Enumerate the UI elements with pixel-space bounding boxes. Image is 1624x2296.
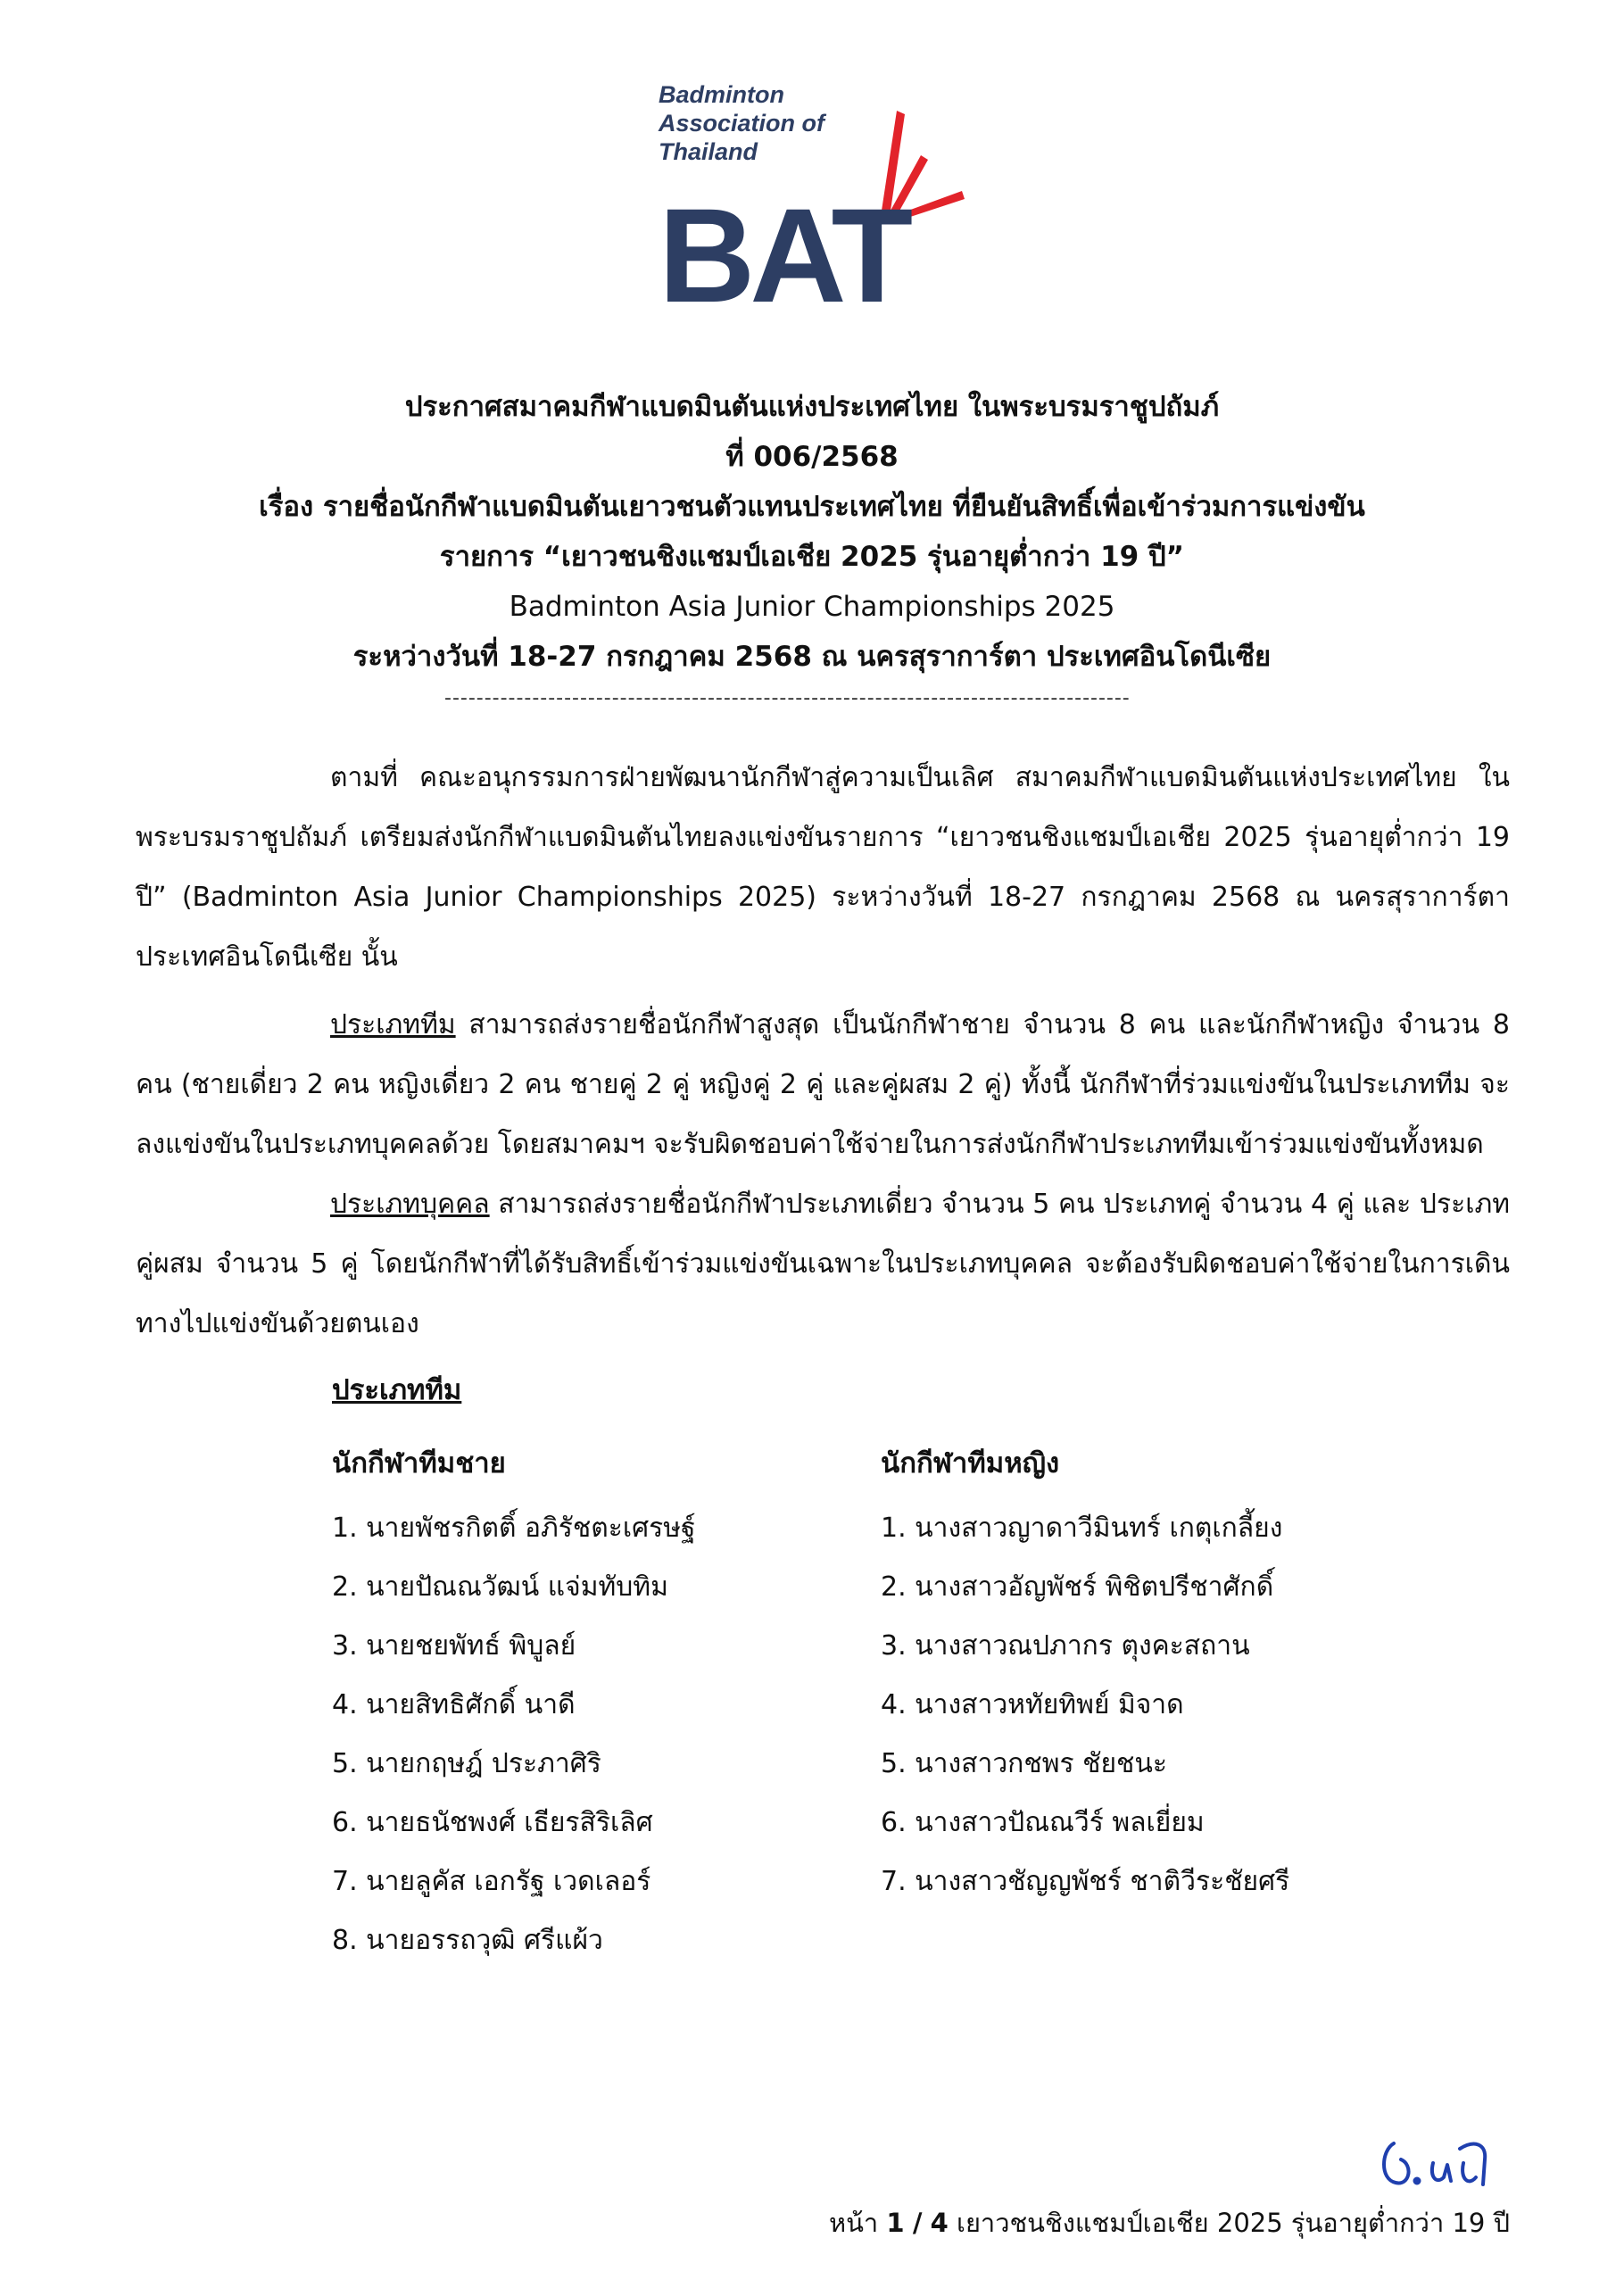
list-item: 2. นางสาวอัญพัชร์ พิชิตปรีชาศักดิ์ (881, 1571, 1274, 1603)
footer-title: เยาวชนชิงแชมป์เอเชีย 2025 รุ่นอายุต่ำกว่า 19 ปี (957, 2208, 1510, 2238)
footer-page-label: หน้า (828, 2208, 879, 2238)
footer-page-total: 4 (930, 2208, 949, 2238)
women-team-column (881, 1438, 1380, 1911)
announcement-heading (143, 382, 1481, 682)
list-item: 6. นายธนัชพงศ์ เธียรสิริเลิศ (332, 1807, 653, 1838)
page-footer (625, 2202, 1510, 2243)
heading-line-3: เรื่อง รายชื่อนักกีฬาแบดมินตันเยาวชนตัวแทนประเทศไทย ที่ยืนยันสิทธิ์เพื่อเข้าร่วมการแข่งขัน (259, 491, 1365, 523)
heading-line-6: ระหว่างวันที่ 18-27 กรกฎาคม 2568 ณ นครสุราการ์ตา ประเทศอินโดนีเซีย (352, 641, 1272, 673)
heading-line-2: ที่ 006/2568 (725, 441, 899, 473)
individual-category-label: ประเภทบุคคล (330, 1189, 490, 1220)
list-item: 7. นายลูคัส เอกรัฐ เวดเลอร์ (332, 1866, 651, 1897)
individual-category-text: สามารถส่งรายชื่อนักกีฬาประเภทเดี่ยว จำนวน 5 คน ประเภทคู่ จำนวน 4 คู่ และ ประเภทคู่ผสม จำนวน 5 คู่ โดยนักกีฬาที่ได้รับสิทธิ์เข้าร่วมแข่งขันเฉพาะในประเภทบุคคล จะต้องรับผิดชอบค่าใช้จ่ายในการเดินทางไปแข่งขันด้วยตนเอง (136, 1189, 1510, 1339)
bat-logo (651, 77, 982, 309)
list-item: 7. นางสาวชัญญพัชร์ ชาติวีระชัยศรี (881, 1866, 1290, 1897)
list-item: 5. นางสาวกชพร ชัยชนะ (881, 1748, 1168, 1779)
men-player-list (332, 1499, 832, 1970)
footer-page-separator: / (912, 2208, 923, 2238)
heading-line-4: รายการ “เยาวชนชิงแชมป์เอเชีย 2025 รุ่นอายุต่ำกว่า 19 ปี” (439, 541, 1185, 573)
logo-mark-text: BAT (659, 180, 908, 309)
women-team-title: นักกีฬาทีมหญิง (881, 1447, 1060, 1480)
logo-line-3: Thailand (659, 138, 758, 165)
dashed-divider: -------------------------------------------------------------------------------------- (444, 687, 1131, 709)
list-item: 4. นายสิทธิศักดิ์ นาดี (332, 1689, 576, 1720)
list-item: 1. นางสาวญาดาวีมินทร์ เกตุเกลี้ยง (881, 1513, 1283, 1544)
list-item: 2. นายปัณณวัฒน์ แจ่มทับทิม (332, 1571, 668, 1603)
paragraph-individual-category (136, 1174, 1510, 1354)
list-item: 6. นางสาวปัณณวีร์ พลเยี่ยม (881, 1807, 1205, 1838)
women-player-list (881, 1499, 1380, 1911)
men-team-column (332, 1438, 832, 1970)
heading-line-5: Badminton Asia Junior Championships 2025 (509, 591, 1115, 623)
men-team-title: นักกีฬาทีมชาย (332, 1447, 506, 1480)
team-category-label: ประเภททีม (330, 1009, 456, 1040)
list-item: 3. นางสาวณปภากร ตุงคะสถาน (881, 1630, 1250, 1662)
team-section-title: ประเภททีม (332, 1374, 462, 1406)
list-item: 3. นายชยพัทธ์ พิบูลย์ (332, 1630, 576, 1662)
logo-line-1: Badminton (659, 81, 784, 108)
team-category-text: สามารถส่งรายชื่อนักกีฬาสูงสุด เป็นนักกีฬาชาย จำนวน 8 คน และนักกีฬาหญิง จำนวน 8 คน (ชายเดี่ยว 2 คน หญิงเดี่ยว 2 คน ชายคู่ 2 คู่ หญิงคู่ 2 คู่ และคู่ผสม 2 คู่) ทั้งนี้ นักกีฬาที่ร่วมแข่งขันในประเภททีม จะลงแข่งขันในประเภทบุคคลด้วย โดยสมาคมฯ จะรับผิดชอบค่าใช้จ่ายในการส่งนักกีฬาประเภททีมเข้าร่วมแข่งขันทั้งหมด (136, 1009, 1510, 1160)
footer-page-current: 1 (886, 2208, 905, 2238)
list-item: 4. นางสาวหทัยทิพย์ มิจาด (881, 1689, 1184, 1720)
logo-wordmark (659, 80, 824, 166)
logo-line-2: Association of (659, 110, 825, 137)
list-item: 8. นายอรรถวุฒิ ศรีแผ้ว (332, 1925, 603, 1956)
paragraph-team-category (136, 995, 1510, 1174)
list-item: 5. นายกฤษฎ์ ประภาศิริ (332, 1748, 601, 1779)
heading-line-1: ประกาศสมาคมกีฬาแบดมินตันแห่งประเทศไทย ในพระบรมราชูปถัมภ์ (404, 391, 1220, 423)
list-item: 1. นายพัชรกิตติ์ อภิรัชตะเศรษฐ์ (332, 1513, 696, 1544)
paragraph-intro: ตามที่ คณะอนุกรรมการฝ่ายพัฒนานักกีฬาสู่ความเป็นเลิศ สมาคมกีฬาแบดมินตันแห่งประเทศไทย ในพระบรมราชูปถัมภ์ เตรียมส่งนักกีฬาแบดมินตันไทยลงแข่งขันรายการ “เยาวชนชิงแชมป์เอเชีย 2025 รุ่นอายุต่ำกว่า 19 ปี” (Badminton Asia Junior Championships 2025) ระหว่างวันที่ 18-27 กรกฎาคม 2568 ณ นครสุราการ์ตา ประเทศอินโดนีเซีย นั้น (136, 762, 1510, 973)
signature-initials (1374, 2124, 1508, 2195)
